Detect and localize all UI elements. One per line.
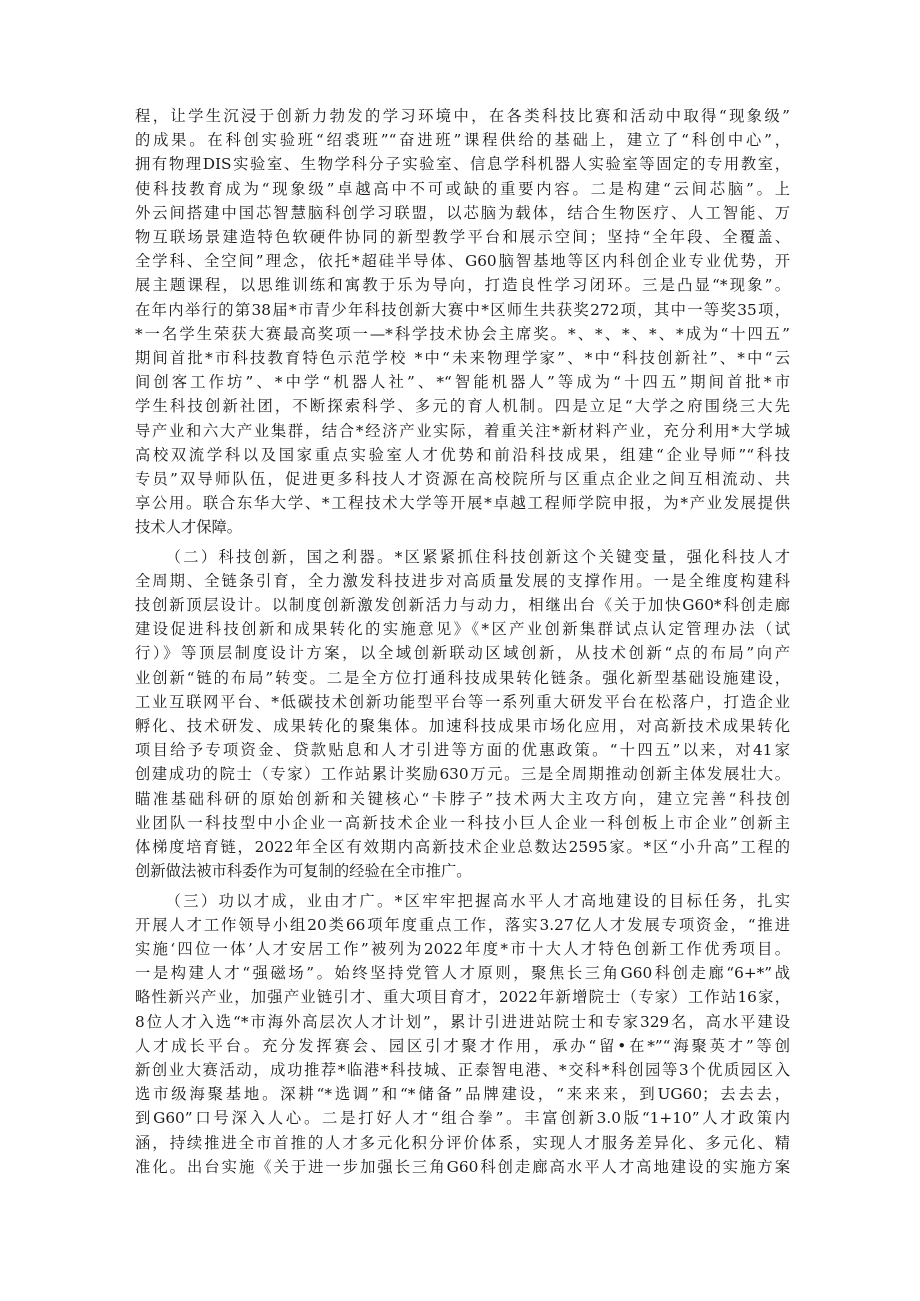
text-line: 行）》等顶层制度设计方案，以全域创新联动区域创新，从技术创新“点的布局”向产: [135, 644, 790, 663]
text-line: 间创客工作坊”、*中学“机器人社”、*“智能机器人”等成为“十四五”期间首批*市: [135, 373, 790, 392]
text-line: 创建成功的院士（专家）工作站累计奖励630万元。三是全周期推动创新主体发展壮大。: [135, 765, 790, 784]
text-line: 高校双流学科以及国家重点实验室人才优势和前沿科技成果，组建“企业导师”“科技: [135, 445, 790, 464]
text-line: 技术人才保障。: [135, 518, 243, 537]
text-line: 项目给予专项资金、贷款贴息和人才引进等方面的优惠政策。“十四五”以来，对41家: [135, 741, 790, 760]
text-line: 业团队一科技型中小企业一高新技术企业一科技小巨人企业一科创板上市企业”创新主: [135, 813, 790, 832]
text-line: 技创新顶层设计。以制度创新激发创新活力与动力，相继出台《关于加快G60*科创走廊: [135, 596, 790, 615]
text-line: 到G60”口号深入人心。二是打好人才“组合拳”。丰富创新3.0版“1+10”人才政策内: [135, 1109, 790, 1128]
text-line: 一是构建人才“强磁场”。始终坚持党管人才原则，聚焦长三角G60科创走廊“6+*”战: [135, 964, 790, 983]
text-line: 全周期、全链条引育，全力激发科技进步对高质量发展的支撑作用。一是全维度构建科: [135, 571, 790, 590]
text-line: （二）科技创新，国之利器。*区紧紧抓住科技创新这个关键变量，强化科技人才: [165, 547, 790, 566]
text-line: 导产业和六大产业集群，结合*经济产业实际，着重关注*新材料产业，充分利用*大学城: [135, 421, 790, 440]
text-line: 使科技教育成为“现象级”卓越高中不可或缺的重要内容。二是构建“云间芯脑”。上: [135, 179, 790, 198]
text-line: 体梯度培育链，2022年全区有效期内高新技术企业总数达2595家。*区“小升高”工程的: [135, 838, 790, 857]
text-line: 实施‘四位一体’人才安居工作”被列为2022年度*市十大人才特色创新工作优秀项目。: [135, 939, 790, 958]
text-line: 业创新“链的布局”转变。二是全方位打通科技成果转化链条。强化新型基础设施建设，: [135, 668, 790, 687]
text-line: 程，让学生沉浸于创新力勃发的学习环境中，在各类科技比赛和活动中取得“现象级”: [135, 107, 790, 125]
text-line: 的成果。在科创实验班“绍裘班”“奋进班”课程供给的基础上，建立了“科创中心”，: [135, 131, 790, 150]
paragraph-tech-innovation: [135, 545, 790, 884]
text-line: 学生科技创新社团，不断探索科学、多元的育人机制。四是立足“大学之府围绕三大先: [135, 397, 790, 416]
text-line: 准化。出台实施《关于进一步加强长三角G60科创走廊高水平人才高地建设的实施方案: [135, 1157, 790, 1176]
paragraph-education: [135, 104, 790, 540]
paragraph-talent: [135, 889, 790, 1179]
text-line: 开展人才工作领导小组20类66项年度重点工作，落实3.27亿人才发展专项资金，“推进: [135, 915, 790, 934]
text-line: 专员”双导师队伍，促进更多科技人才资源在高校院所与区重点企业之间互相流动、共: [135, 470, 790, 489]
text-line: 略性新兴产业，加强产业链引才、重大项目育才，2022年新增院士（专家）工作站16家，: [135, 988, 790, 1007]
text-line: 新创业大赛活动，成功推荐*临港*科技城、正泰智电港、*交科*科创园等3个优质园区入: [135, 1060, 790, 1079]
text-line: 建设促进科技创新和成果转化的实施意见》《*区产业创新集群试点认定管理办法（试: [135, 620, 790, 639]
text-line: 瞄准基础科研的原始创新和关键核心“卡脖子”技术两大主攻方向，建立完善“科技创: [135, 789, 790, 808]
text-line: 全学科、全空间”理念，依托*超硅半导体、G60脑智基地等区内科创企业专业优势，开: [135, 252, 790, 271]
text-line: 拥有物理DIS实验室、生物学科分子实验室、信息学科机器人实验室等固定的专用教室，: [135, 155, 790, 174]
text-line: 孵化、技术研发、成果转化的聚集体。加速科技成果市场化应用，对高新技术成果转化: [135, 717, 790, 736]
text-line: 物互联场景建造特色软硬件协同的新型教学平台和展示空间；坚持“全年段、全覆盖、: [135, 228, 790, 247]
text-line: 选市级海聚基地。深耕“*选调”和“*储备”品牌建设，“来来来，到UG60；去去去，: [135, 1085, 790, 1104]
text-line: 人才成长平台。充分发挥赛会、园区引才聚才作用，承办“留•在*”“海聚英才”等创: [135, 1036, 790, 1055]
text-line: 享公用。联合东华大学、*工程技术大学等开展*卓越工程师学院申报，为*产业发展提供: [135, 494, 790, 513]
text-line: 涵，持续推进全市首推的人才多元化积分评价体系，实现人才服务差异化、多元化、精: [135, 1133, 790, 1152]
text-line: 展主题课程，以思维训练和寓教于乐为导向，打造良性学习闭环。三是凸显“*现象”。: [135, 276, 790, 295]
text-line: 期间首批*市科技教育特色示范学校 *中“未来物理学家”、*中“科技创新社”、*中“云: [135, 349, 790, 368]
text-line: 工业互联网平台、*低碳技术创新功能型平台等一系列重大研发平台在松落户，打造企业: [135, 692, 790, 711]
text-line: 创新做法被市科委作为可复制的经验在全市推广。: [135, 862, 472, 881]
text-line: 8位人才入选“*市海外高层次人才计划”，累计引进进站院士和专家329名，高水平建设: [135, 1012, 790, 1031]
text-line: （三）功以才成，业由才广。*区牢牢把握高水平人才高地建设的目标任务，扎实: [165, 891, 790, 910]
document-body: [135, 104, 790, 1184]
text-line: 在年内举行的第38届*市青少年科技创新大赛中*区师生共获奖272项，其中一等奖35项，: [135, 300, 790, 319]
text-line: 外云间搭建中国芯智慧脑科创学习联盟，以芯脑为载体，结合生物医疗、人工智能、万: [135, 203, 790, 222]
text-line: *一名学生荣获大赛最高奖项一—*科学技术协会主席奖。*、*、*、*、*成为“十四五”: [135, 324, 790, 343]
